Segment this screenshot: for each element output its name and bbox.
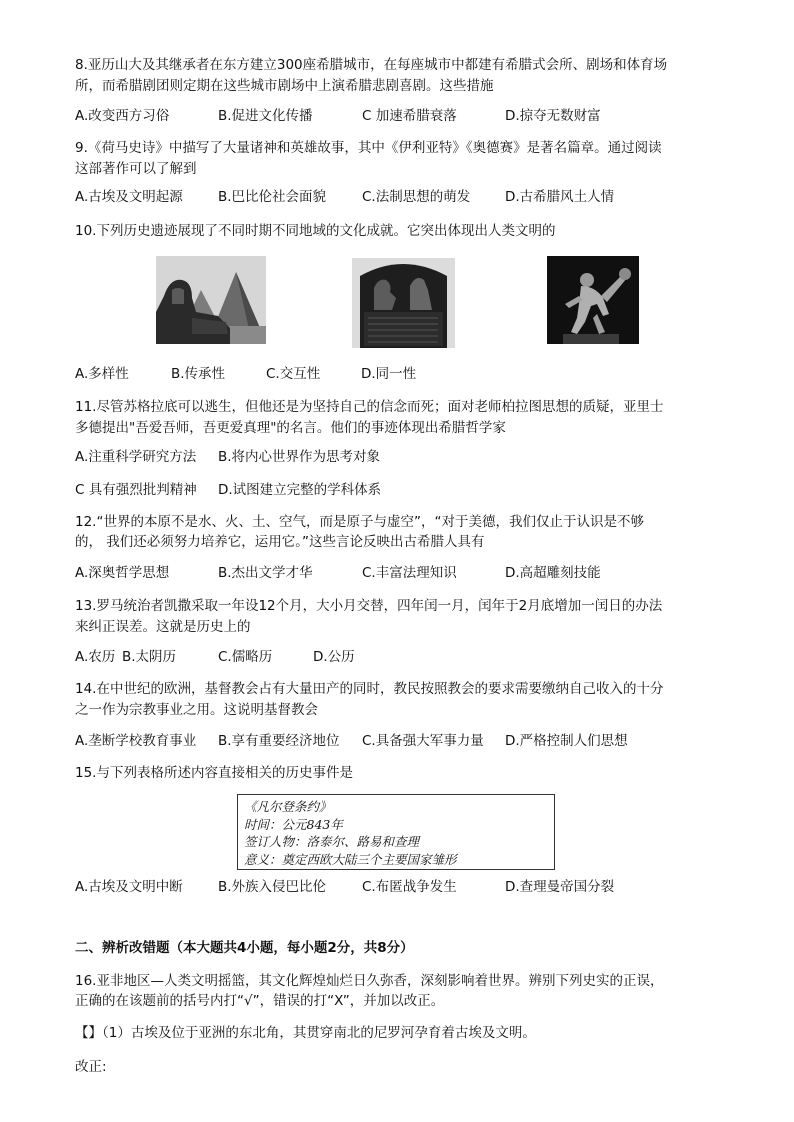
q8-option-b: B.促进文化传播 <box>218 108 313 124</box>
q10-option-c: C.交互性 <box>266 366 321 382</box>
q15-option-a: A.古埃及文明中断 <box>75 879 183 895</box>
q13-stem-line1: 13.罗马统治者凯撒采取一年设12个月，大小月交替，四年闰一月，闰年于2月底增加一闰日的办法 <box>75 598 663 614</box>
q14-option-c: C.具备强大军事力量 <box>362 733 484 749</box>
discobolus-statue-image <box>547 256 639 344</box>
q11-option-b: B.将内心世界作为思考对象 <box>218 449 381 465</box>
q16-stem-line1: 16.亚非地区—人类文明摇篮，其文化辉煌灿烂日久弥香，深刻影响着世界。辨别下列史实的正误， <box>75 973 664 989</box>
q9-option-d: D.古希腊风土人情 <box>505 189 615 205</box>
q8-stem-line1: 8.亚历山大及其继承者在东方建立300座希腊城市，在每座城市中都建有希腊式会所、剧场和体育场 <box>75 57 668 73</box>
q14-stem-line2: 之一作为宗教事业之用。这说明基督教会 <box>75 702 318 718</box>
sphinx-pyramids-image <box>156 256 266 344</box>
q16-stem-line2: 正确的在该题前的括号内打“√”，错误的打“X”，并加以改正。 <box>75 993 445 1009</box>
q14-option-b: B.享有重要经济地位 <box>218 733 340 749</box>
q14-option-a: A.垄断学校教育事业 <box>75 733 197 749</box>
q8-stem-line2: 所，而希腊剧团则定期在这些城市剧场中上演希腊悲剧喜剧。这些措施 <box>75 78 494 94</box>
q9-option-b: B.巴比伦社会面貌 <box>218 189 327 205</box>
q9-option-c: C.法制思想的萌发 <box>362 189 471 205</box>
q12-option-a: A.深奥哲学思想 <box>75 565 170 581</box>
q8-option-a: A.改变西方习俗 <box>75 108 170 124</box>
q13-option-c: C.儒略历 <box>218 649 273 665</box>
hammurabi-stele-image <box>352 258 455 348</box>
q12-option-b: B.杰出文学才华 <box>218 565 313 581</box>
q11-option-a: A.注重科学研究方法 <box>75 449 197 465</box>
q12-option-d: D.高超雕刻技能 <box>505 565 601 581</box>
q12-stem-line1: 12.“世界的本原不是水、火、土、空气，而是原子与虚空”，“对于美德，我们仅止于认识是不够 <box>75 514 644 530</box>
q11-stem-line2: 多德提出"吾爱吾师，吾更爱真理"的名言。他们的事迹体现出希腊哲学家 <box>75 420 506 436</box>
q15-option-d: D.查理曼帝国分裂 <box>505 879 615 895</box>
q16-item1: 【】（1）古埃及位于亚洲的东北角，其贯穿南北的尼罗河孕育着古埃及文明。 <box>75 1025 536 1041</box>
q10-option-a: A.多样性 <box>75 366 129 382</box>
q14-option-d: D.严格控制人们思想 <box>505 733 628 749</box>
q9-stem-line1: 9.《荷马史诗》中描写了大量诸神和英雄故事，其中《伊利亚特》《奥德赛》是著名篇章。通过阅读 <box>75 140 662 156</box>
q12-option-c: C.丰富法理知识 <box>362 565 457 581</box>
q8-option-d: D.掠夺无数财富 <box>505 108 601 124</box>
q14-stem-line1: 14.在中世纪的欧洲，基督教会占有大量田产的同时，教民按照教会的要求需要缴纳自己收入的十分 <box>75 681 664 697</box>
section2-title: 二、辨析改错题（本大题共4小题，每小题2分，共8分） <box>75 940 414 956</box>
q11-option-c: C 具有强烈批判精神 <box>75 482 197 498</box>
q12-stem-line2: 的， 我们还必须努力培养它，运用它。”这些言论反映出古希腊人具有 <box>75 534 485 550</box>
q13-option-a: A.农历 <box>75 649 116 665</box>
q15-option-b: B.外族入侵巴比伦 <box>218 879 327 895</box>
treaty-table <box>237 794 555 870</box>
treaty-time: 时间：公元843年 <box>244 816 343 832</box>
treaty-signers: 签订人物：洛泰尔、路易和查理 <box>244 834 420 849</box>
q13-option-d: D.公历 <box>313 649 355 665</box>
q13-option-b: B.太阴历 <box>122 649 177 665</box>
q8-option-c: C 加速希腊衰落 <box>362 108 457 124</box>
q13-stem-line2: 来纠正误差。这就是历史上的 <box>75 619 251 635</box>
q10-option-b: B.传承性 <box>171 366 226 382</box>
q9-stem-line2: 这部著作可以了解到 <box>75 161 197 177</box>
q15-stem: 15.与下列表格所述内容直接相关的历史事件是 <box>75 765 353 781</box>
q9-option-a: A.古埃及文明起源 <box>75 189 183 205</box>
q10-option-d: D.同一性 <box>361 366 417 382</box>
q15-option-c: C.布匿战争发生 <box>362 879 457 895</box>
treaty-title: 《凡尔登条约》 <box>244 799 332 814</box>
q10-stem: 10.下列历史遗迹展现了不同时期不同地域的文化成就。它突出体现出人类文明的 <box>75 223 556 239</box>
q11-option-d: D.试图建立完整的学科体系 <box>218 482 382 498</box>
treaty-significance: 意义：奠定西欧大陆三个主要国家雏形 <box>244 851 457 867</box>
q16-correction-label: 改正: <box>75 1059 107 1075</box>
q11-stem-line1: 11.尽管苏格拉底可以逃生，但他还是为坚持自己的信念而死；面对老师柏拉图思想的质疑，亚里士 <box>75 399 664 415</box>
